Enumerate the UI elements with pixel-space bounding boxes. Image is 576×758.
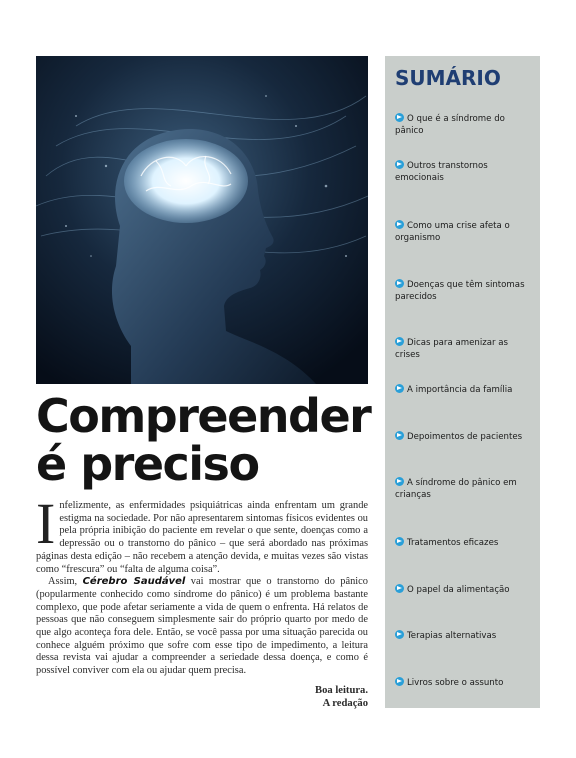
arrow-bullet-icon [395, 431, 404, 440]
arrow-bullet-icon [395, 677, 404, 686]
toc-item[interactable] [395, 537, 533, 549]
toc-title: SUMÁRIO [395, 66, 501, 90]
toc-item[interactable] [395, 584, 533, 596]
toc-item-label: A importância da família [407, 385, 513, 395]
arrow-bullet-icon [395, 160, 404, 169]
hero-image [36, 56, 368, 384]
article-body [36, 491, 368, 710]
arrow-bullet-icon [395, 220, 404, 229]
toc-item-label: O que é a síndrome do pânico [395, 114, 505, 136]
paragraph-1-text: nfelizmente, as enfermidades psiquiátricas ainda enfrentam um grande estigma na sociedade. Por não apresentarem sintomas físicos evidentes ou pela própria inibição do paciente em revelar o que sente, doenças como a depressão ou o transtorno do pânico – que será abordado nas próximas páginas desta edição – não recebem a atenção devida, e muitas vezes são vistas como “frescura” ou “falta de alguma coisa”. [36, 500, 368, 575]
arrow-bullet-icon [395, 279, 404, 288]
arrow-bullet-icon [395, 113, 404, 122]
toc-item[interactable] [395, 160, 533, 184]
toc-item-label: Tratamentos eficazes [407, 538, 499, 548]
toc-item[interactable] [395, 337, 533, 361]
arrow-bullet-icon [395, 384, 404, 393]
toc-item[interactable] [395, 384, 533, 396]
title-line-1: Compreender [36, 389, 371, 443]
toc-item[interactable] [395, 630, 533, 642]
paragraph-1 [36, 491, 368, 576]
arrow-bullet-icon [395, 337, 404, 346]
arrow-bullet-icon [395, 630, 404, 639]
paragraph-2-start: Assim, [48, 576, 78, 588]
toc-item[interactable] [395, 477, 533, 501]
toc-item-label: Terapias alternativas [407, 631, 497, 641]
title-line-2: é preciso [36, 437, 259, 491]
magazine-brand: Cérebro Saudável [82, 576, 186, 588]
toc-item[interactable] [395, 677, 533, 689]
toc-item[interactable] [395, 113, 533, 137]
toc-item-label: Doenças que têm sintomas parecidos [395, 280, 525, 302]
paragraph-2-text: vai mostrar que o transtorno do pânico (popularmente conhecido como síndrome do pânico) é um problema bastante complexo, que pode afetar seriamente a vida de quem o enfrenta. Há relatos de pessoas que não conseguem simplesmente sair do próprio quarto por medo de que algo aconteça fora dele. Então, se você passa por uma situação parecida ou conhece alguém próximo que sofre com esse tipo de impedimento, a leitura dessa revista vai ajudar a compreender a seriedade dessa doença, e como é possível conviver com ela ou ajudar quem precisa. [36, 576, 368, 677]
toc-item-label: A síndrome do pânico em crianças [395, 478, 517, 500]
toc-item-label: Depoimentos de pacientes [407, 432, 523, 442]
toc-item[interactable] [395, 279, 533, 303]
toc-item[interactable] [395, 220, 533, 244]
toc-item[interactable] [395, 431, 533, 443]
signoff [36, 684, 368, 710]
arrow-bullet-icon [395, 584, 404, 593]
toc-item-label: Como uma crise afeta o organismo [395, 221, 510, 243]
toc-item-label: Dicas para amenizar as crises [395, 338, 509, 360]
arrow-bullet-icon [395, 477, 404, 486]
paragraph-2 [36, 576, 368, 678]
glowing-brain-illustration [36, 56, 368, 384]
toc-item-label: O papel da alimentação [407, 585, 510, 595]
signoff-line-1: Boa leitura. [315, 684, 368, 696]
drop-cap: I [36, 491, 56, 556]
page-title [36, 389, 376, 491]
signoff-line-2: A redação [322, 697, 368, 709]
table-of-contents [385, 56, 540, 708]
toc-item-label: Outros transtornos emocionais [395, 161, 488, 183]
toc-item-label: Livros sobre o assunto [407, 678, 504, 688]
arrow-bullet-icon [395, 537, 404, 546]
